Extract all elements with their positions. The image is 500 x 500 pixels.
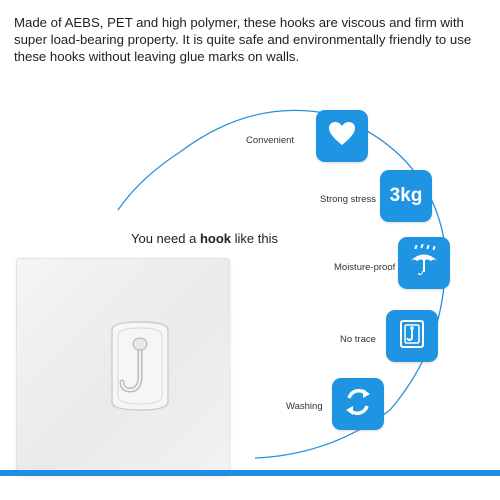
heart-icon [328,121,356,152]
headline [131,231,278,246]
feature-label-washing: Washing [286,401,323,412]
headline-part2: hook [199,231,231,246]
headline-part3: like this [231,231,278,246]
product-description: Made of AEBS, PET and high polymer, these hooks are viscous and firm with super load-bearing property. It is quite safe and environmentally friendly to use these hooks without leaving glue marks on walls. [14,15,472,64]
feature-moisture-proof [398,237,450,289]
feature-label-no-trace: No trace [340,334,376,345]
headline-part1: You need a [131,231,200,246]
weight-icon: 3kg [389,185,423,206]
feature-convenient [316,110,368,162]
umbrella-rain-icon [407,244,441,283]
feature-washing [332,378,384,430]
hook-image [100,318,180,418]
feature-strong-stress [380,170,432,222]
feature-no-trace [386,310,438,362]
feature-label-strong-stress: Strong stress [320,194,376,205]
feature-label-convenient: Convenient [246,135,295,146]
bottom-accent-bar [0,470,500,476]
refresh-arrows-icon [341,385,375,424]
hook-plate-icon [396,318,428,355]
feature-label-moisture-proof: Moisture-proof [334,262,396,273]
